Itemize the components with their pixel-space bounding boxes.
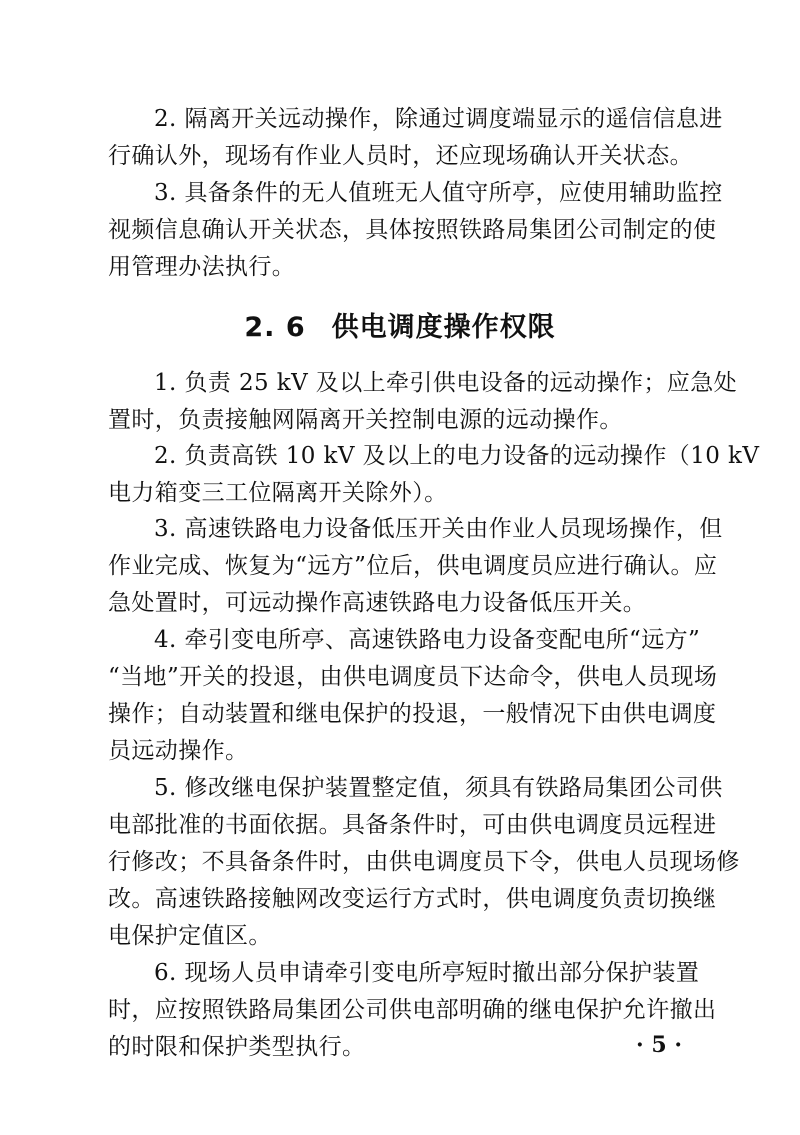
paragraph-line: 3. 具备条件的无人值班无人值守所亭，应使用辅助监控 xyxy=(154,180,723,206)
paragraph-line: 4. 牵引变电所亭、高速铁路电力设备变配电所“远方” xyxy=(154,627,701,653)
paragraph-line: 操作；自动装置和继电保护的投退，一般情况下由供电调度 xyxy=(108,701,717,727)
paragraph-line: “当地”开关的投退，由供电调度员下达命令，供电人员现场 xyxy=(108,664,718,690)
paragraph-line: 电力箱变三工位隔离开关除外）。 xyxy=(108,480,448,506)
paragraph-line: 改。高速铁路接触网改变运行方式时，供电调度负责切换继 xyxy=(108,886,717,912)
paragraph-line: 5. 修改继电保护装置整定值，须具有铁路局集团公司供 xyxy=(154,775,723,801)
paragraph-line: 电保护定值区。 xyxy=(108,923,272,949)
section-paragraph-3 xyxy=(108,511,723,622)
paragraph-line: 视频信息确认开关状态，具体按照铁路局集团公司制定的使 xyxy=(108,217,717,243)
paragraph-line: 用管理办法执行。 xyxy=(108,254,296,280)
page-number-dot-left: · xyxy=(636,1032,644,1058)
section-paragraph-5 xyxy=(108,770,740,955)
paragraph-line: 时，应按照铁路局集团公司供电部明确的继电保护允许撤出 xyxy=(108,997,717,1023)
paragraph-line: 行确认外，现场有作业人员时，还应现场确认开关状态。 xyxy=(108,143,693,169)
section-paragraph-1 xyxy=(108,365,738,439)
section-paragraph-4 xyxy=(108,622,718,770)
page-number xyxy=(636,1032,682,1058)
section-paragraph-2 xyxy=(108,438,760,512)
paragraph-line: 3. 高速铁路电力设备低压开关由作业人员现场操作，但 xyxy=(154,516,723,542)
section-title: 供电调度操作权限 xyxy=(331,312,556,343)
page-number-value: 5 xyxy=(651,1032,667,1058)
paragraph-line: 的时限和保护类型执行。 xyxy=(108,1034,366,1060)
paragraph-line: 6. 现场人员申请牵引变电所亭短时撤出部分保护装置 xyxy=(154,960,700,986)
paragraph-item-2 xyxy=(108,101,723,175)
section-heading xyxy=(0,305,800,344)
paragraph-line: 作业完成、恢复为“远方”位后，供电调度员应进行确认。应 xyxy=(108,553,718,579)
paragraph-line: 急处置时，可远动操作高速铁路电力设备低压开关。 xyxy=(108,590,647,616)
section-number: 2. 6 xyxy=(244,312,306,343)
paragraph-line: 2. 负责高铁 10 kV 及以上的电力设备的远动操作（10 kV xyxy=(154,443,760,469)
paragraph-item-3 xyxy=(108,175,723,286)
paragraph-line: 电部批准的书面依据。具备条件时，可由供电调度员远程进 xyxy=(108,812,717,838)
paragraph-line: 置时，负责接触网隔离开关控制电源的远动操作。 xyxy=(108,407,623,433)
page-number-dot-right: · xyxy=(674,1032,682,1058)
paragraph-line: 1. 负责 25 kV 及以上牵引供电设备的远动操作；应急处 xyxy=(154,370,738,396)
paragraph-line: 员远动操作。 xyxy=(108,738,249,764)
paragraph-line: 行修改；不具备条件时，由供电调度员下令，供电人员现场修 xyxy=(108,849,740,875)
paragraph-line: 2. 隔离开关远动操作，除通过调度端显示的遥信信息进 xyxy=(154,106,723,132)
section-paragraph-6 xyxy=(108,955,717,1066)
